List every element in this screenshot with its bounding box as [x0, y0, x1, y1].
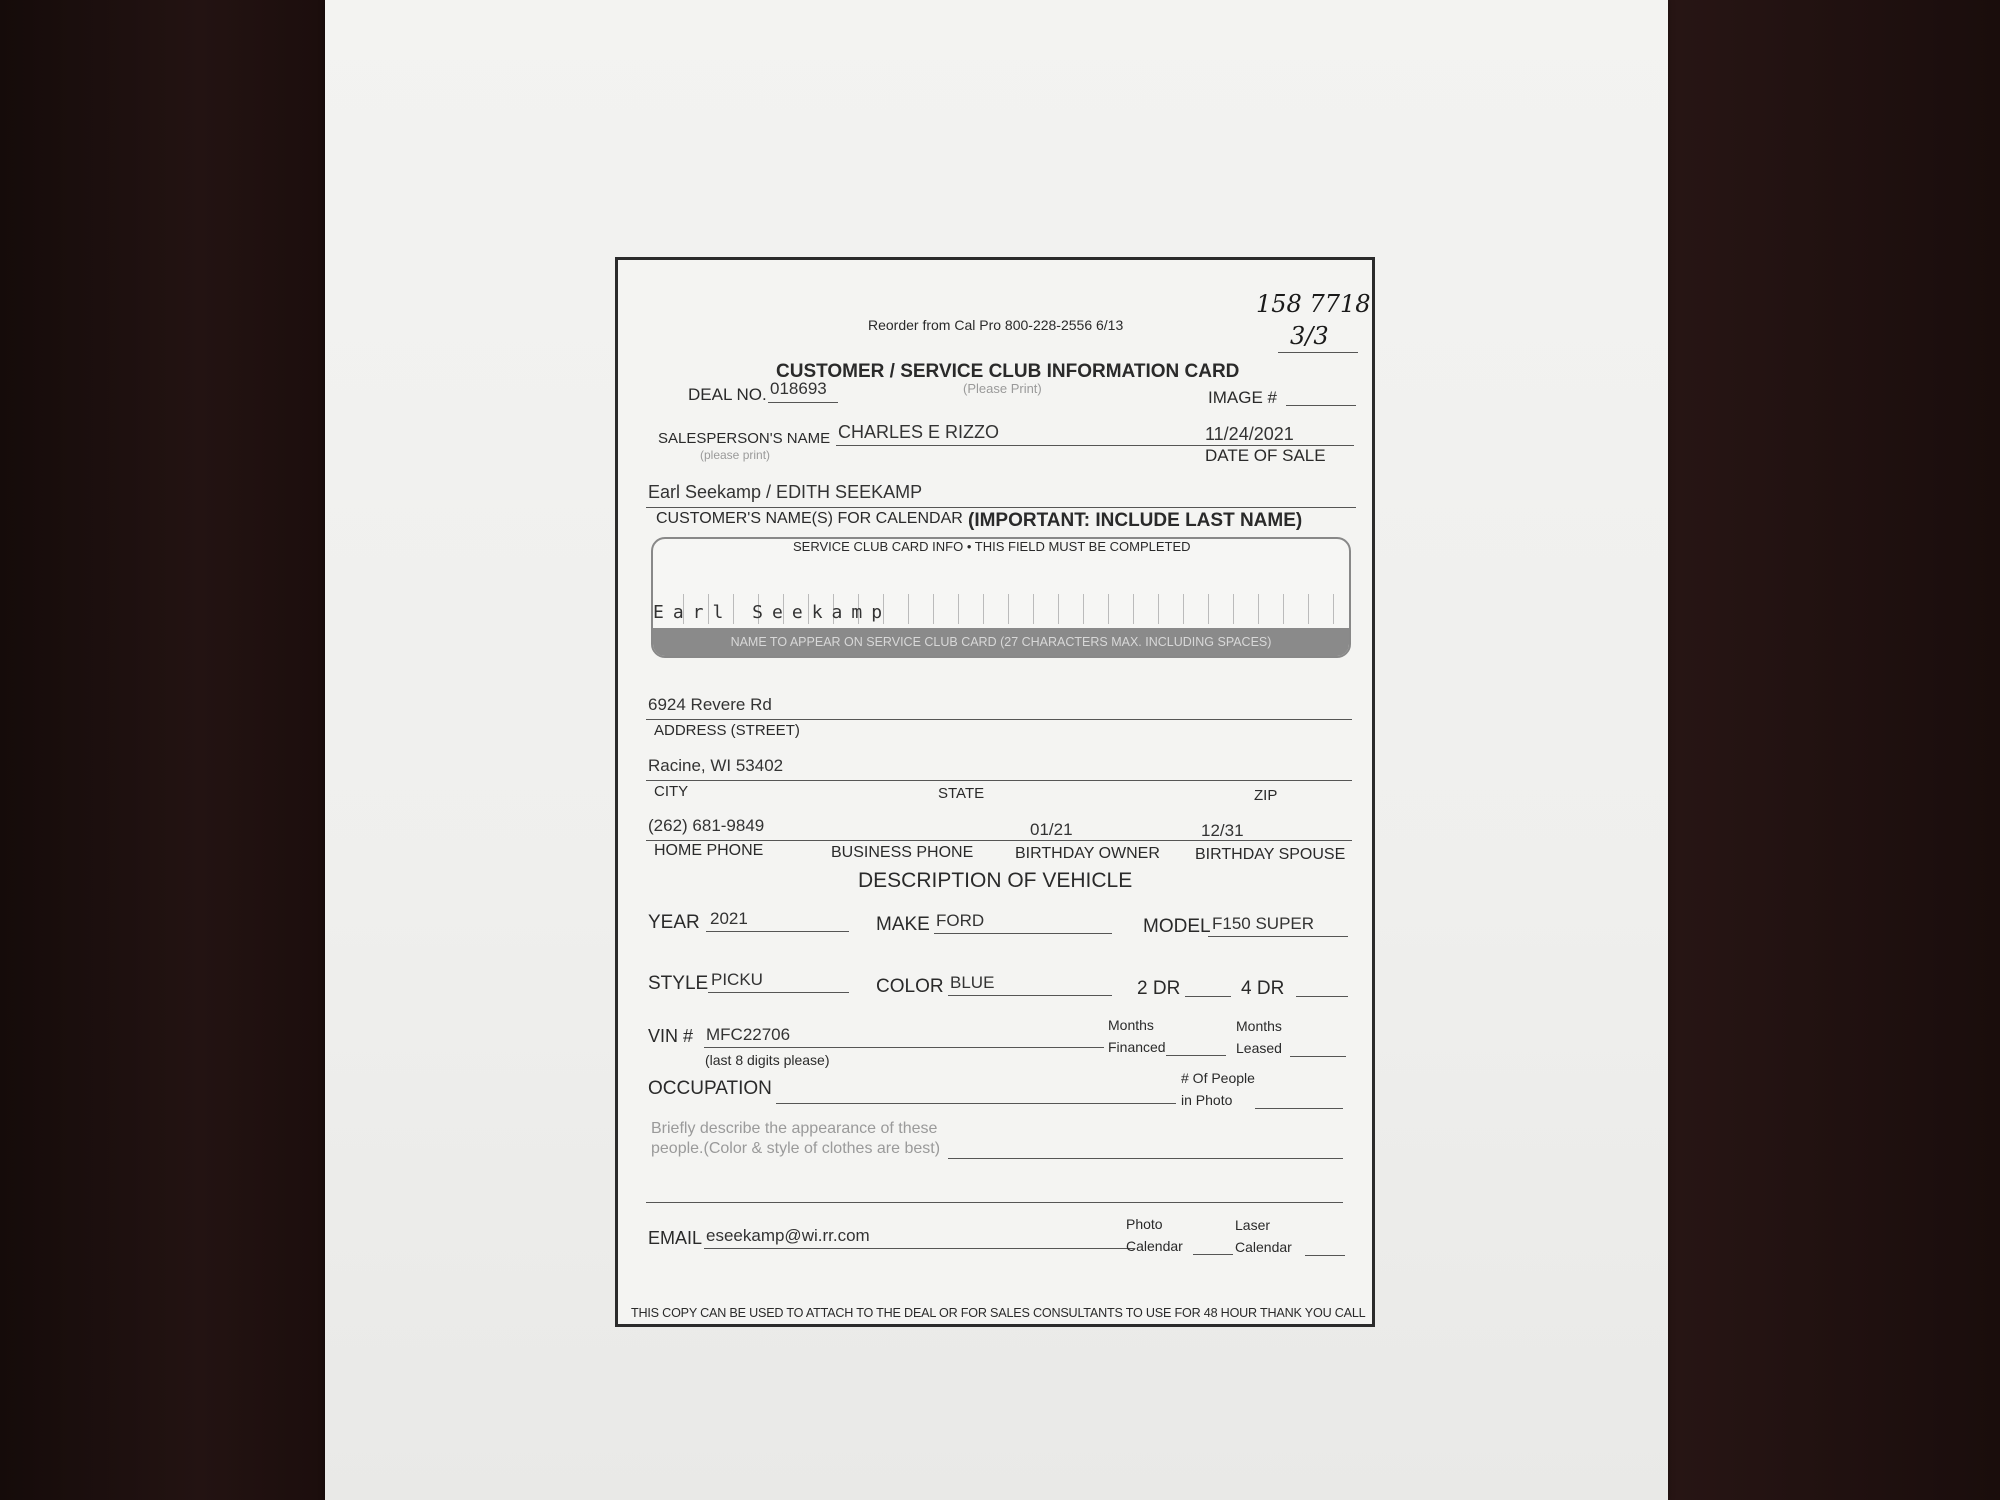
birthday-owner-value: 01/21 — [1030, 820, 1073, 839]
customer-names-line — [646, 507, 1356, 508]
months-leased-label-1: Months — [1236, 1018, 1282, 1034]
style-label: STYLE — [648, 973, 709, 994]
model-label: MODEL — [1143, 916, 1211, 937]
city-label: CITY — [654, 783, 689, 800]
customer-important-note: (IMPORTANT: INCLUDE LAST NAME) — [968, 510, 1303, 531]
address-label: ADDRESS (STREET) — [654, 722, 800, 739]
describe-people-text-2: people.(Color & style of clothes are best) — [651, 1140, 941, 1157]
salesperson-value: CHARLES E RIZZO — [838, 422, 1000, 442]
leased-line — [1290, 1056, 1346, 1057]
customer-names-value: Earl Seekamp / EDITH SEEKAMP — [648, 482, 923, 502]
deal-number-value: 018693 — [770, 379, 827, 398]
image-number-line — [1286, 405, 1356, 406]
laser-calendar-line — [1305, 1255, 1345, 1256]
birthday-spouse-value: 12/31 — [1201, 821, 1244, 840]
home-phone-label: HOME PHONE — [654, 842, 764, 859]
model-line — [1208, 936, 1348, 937]
service-box-header: SERVICE CLUB CARD INFO • THIS FIELD MUST BE COMPLETED — [793, 539, 1191, 554]
handwritten-fraction: 3/3 — [1290, 322, 1329, 350]
vehicle-heading: DESCRIPTION OF VEHICLE — [858, 869, 1133, 892]
salesperson-label: SALESPERSON'S NAME — [658, 430, 831, 447]
date-of-sale-label: DATE OF SALE — [1205, 446, 1326, 465]
service-club-information-card — [615, 257, 1375, 1327]
describe-line-2 — [646, 1202, 1343, 1203]
fraction-underline — [1278, 352, 1358, 353]
birthday-spouse-label: BIRTHDAY SPOUSE — [1195, 846, 1346, 863]
service-box-footer: NAME TO APPEAR ON SERVICE CLUB CARD (27 CHARACTERS MAX. INCLUDING SPACES) — [653, 628, 1349, 656]
financed-label: Financed — [1108, 1039, 1166, 1055]
email-value: eseekamp@wi.rr.com — [706, 1226, 870, 1245]
deal-number-line — [768, 402, 838, 403]
please-print-note: (Please Print) — [963, 381, 1042, 396]
photo-calendar-label-1: Photo — [1126, 1216, 1163, 1232]
financed-line — [1166, 1055, 1226, 1056]
vin-value: MFC22706 — [706, 1025, 791, 1044]
address-line — [646, 719, 1352, 720]
describe-people-text-1: Briefly describe the appearance of these — [651, 1120, 938, 1137]
handwritten-number: 158 7718 — [1256, 290, 1371, 318]
photo-calendar-label-2: Calendar — [1126, 1238, 1183, 1254]
service-club-box — [651, 537, 1351, 658]
vin-sub: (last 8 digits please) — [705, 1052, 830, 1068]
two-door-label: 2 DR — [1137, 978, 1181, 999]
laser-calendar-label-2: Calendar — [1235, 1239, 1292, 1255]
make-label: MAKE — [876, 914, 930, 935]
birthday-owner-label: BIRTHDAY OWNER — [1015, 845, 1160, 862]
people-in-photo-label-1: # Of People — [1181, 1070, 1255, 1086]
describe-line-1 — [948, 1158, 1343, 1159]
card-title: CUSTOMER / SERVICE CLUB INFORMATION CARD — [776, 361, 1240, 382]
business-phone-label: BUSINESS PHONE — [831, 844, 974, 861]
style-value: PICKU — [711, 970, 763, 989]
email-label: EMAIL — [648, 1228, 703, 1248]
four-door-label: 4 DR — [1241, 978, 1285, 999]
customer-names-label: CUSTOMER'S NAME(S) FOR CALENDAR — [656, 510, 963, 527]
state-label: STATE — [938, 785, 985, 802]
home-phone-value: (262) 681-9849 — [648, 816, 765, 835]
photo-calendar-line — [1193, 1254, 1233, 1255]
occupation-label: OCCUPATION — [648, 1078, 772, 1099]
zip-label: ZIP — [1254, 787, 1278, 804]
email-line — [704, 1248, 1134, 1249]
color-value: BLUE — [950, 973, 995, 992]
image-number-label: IMAGE # — [1208, 388, 1277, 407]
people-in-photo-line — [1255, 1108, 1343, 1109]
year-line — [706, 931, 849, 932]
card-footer: THIS COPY CAN BE USED TO ATTACH TO THE DEAL OR FOR SALES CONSULTANTS TO USE FOR 48 HOUR THANK YOU CALL — [631, 1306, 1366, 1320]
deal-number-label: DEAL NO. — [688, 385, 767, 404]
address-value: 6924 Revere Rd — [648, 695, 772, 714]
city-line — [646, 780, 1352, 781]
people-in-photo-label-2: in Photo — [1181, 1092, 1233, 1108]
date-of-sale-value: 11/24/2021 — [1205, 424, 1294, 444]
reorder-text: Reorder from Cal Pro 800-228-2556 6/13 — [868, 317, 1124, 333]
phone-birthday-line — [646, 840, 1352, 841]
color-label: COLOR — [876, 976, 944, 997]
make-line — [934, 933, 1112, 934]
leased-label: Leased — [1236, 1040, 1282, 1056]
year-label: YEAR — [648, 912, 700, 933]
two-door-line — [1185, 996, 1231, 997]
city-value: Racine, WI 53402 — [648, 756, 784, 775]
year-value: 2021 — [710, 909, 748, 928]
style-line — [708, 992, 849, 993]
occupation-line — [776, 1103, 1176, 1104]
vin-line — [704, 1047, 1104, 1048]
color-line — [948, 995, 1112, 996]
months-financed-label-1: Months — [1108, 1017, 1154, 1033]
model-value: F150 SUPER — [1212, 914, 1315, 933]
laser-calendar-label-1: Laser — [1235, 1217, 1271, 1233]
salesperson-sub: (please print) — [700, 448, 771, 462]
four-door-line — [1296, 996, 1348, 997]
vin-label: VIN # — [648, 1026, 694, 1046]
service-club-name-value: Earl Seekamp — [653, 602, 892, 623]
make-value: FORD — [936, 911, 985, 930]
